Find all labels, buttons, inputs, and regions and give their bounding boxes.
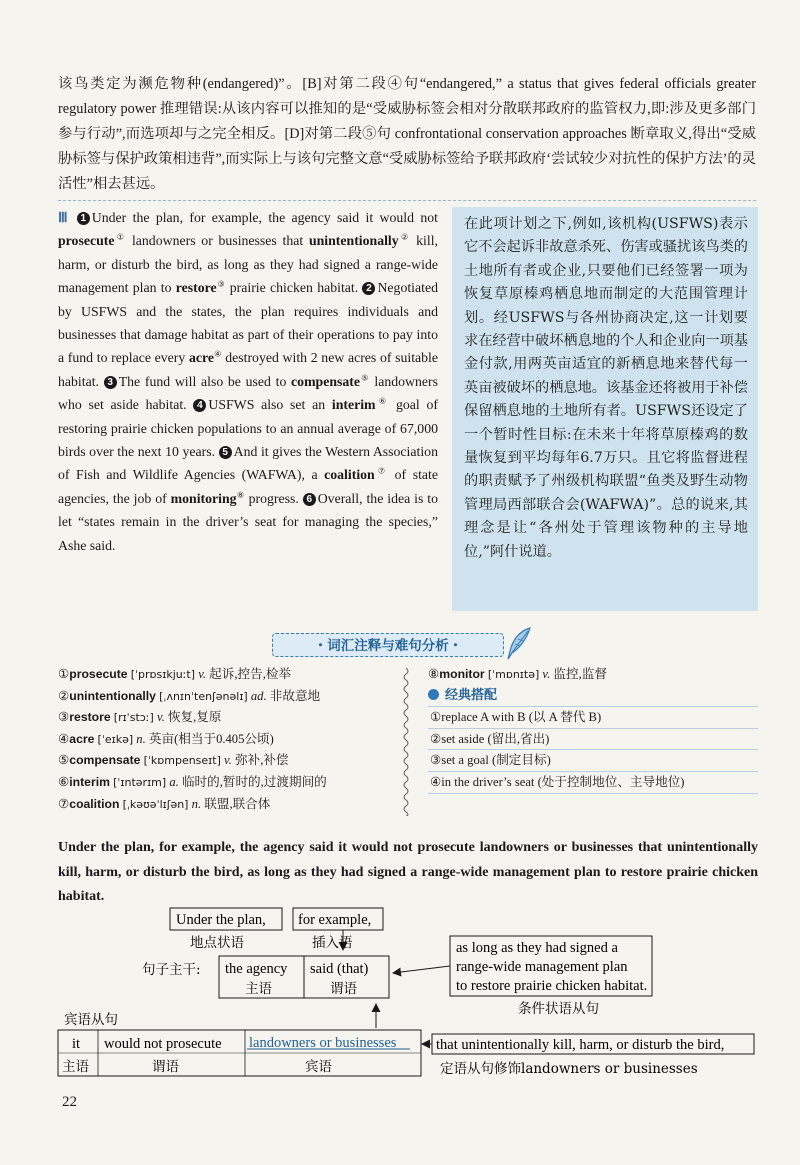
would-label: 谓语 <box>152 1059 179 1075</box>
quill-pen-icon <box>506 627 532 661</box>
it-text: it <box>72 1036 81 1052</box>
english-passage <box>58 206 438 557</box>
collocation-item: ④in the driver’s seat (处于控制地位、主导地位) <box>428 772 758 794</box>
sentence-number-3: 3 <box>104 376 117 389</box>
vocab-pos: a. <box>169 774 179 789</box>
vocab-number: ⑥ <box>58 774 70 789</box>
vocab-phonetic: [ˈkɒmpenseɪt] <box>143 754 221 768</box>
vocab-meaning: 恢复,复原 <box>167 710 222 725</box>
under-plan-text: Under the plan, <box>176 912 266 928</box>
vocab-meaning: 弥补,补偿 <box>235 753 289 768</box>
passage-text: landowners or businesses that <box>126 233 309 249</box>
vocab-pos: v. <box>156 710 165 725</box>
vocab-word-interim: interim <box>331 397 376 413</box>
footnote-marker: ⑤ <box>360 373 370 383</box>
attributive-text: that unintentionally kill, harm, or disturb the bird, <box>436 1037 725 1053</box>
vocab-list <box>58 664 398 815</box>
under-plan-label: 地点状语 <box>190 935 244 951</box>
said-label: 谓语 <box>330 981 357 997</box>
main-clause-label: 句子主干: <box>142 962 201 978</box>
vocab-phonetic: [rɪˈstɔː] <box>113 711 154 725</box>
vocab-number: ① <box>58 667 70 681</box>
collocation-list <box>428 706 758 793</box>
vocab-word: unintentionally <box>69 688 156 703</box>
passage-text: kill, harm, or disturb the bird, as long as they had signed a range-wide management plan to <box>58 233 439 296</box>
vocab-pos: ad. <box>250 688 267 703</box>
passage-text: Overall, the idea is to let “states remain in the driver’s seat for managing the species,” Ashe said. <box>58 490 438 553</box>
footnote-marker: ⑦ <box>374 466 389 476</box>
vocab-number: ④ <box>58 731 70 746</box>
vocab-word: compensate <box>69 753 141 768</box>
vocab-meaning: 联盟,联合体 <box>204 796 271 811</box>
passage-text: progress. <box>244 490 303 506</box>
chinese-translation-box <box>452 207 758 611</box>
collocation-item: ③set a goal (制定目标) <box>428 750 758 772</box>
vocab-pos: v. <box>542 667 551 681</box>
analysis-sentence: Under the plan, for example, the agency said it would not prosecute landowners or businesses that unintentionally kill, harm, or disturb the bird, as long as they had signed a range-wide management plan to restore prairie chicken habitat. <box>58 840 758 904</box>
vocab-pos: v. <box>224 753 232 768</box>
vocab-phonetic: [ˈmɒnɪtə] <box>487 668 540 681</box>
vocab-word: acre <box>69 731 95 746</box>
vocab-item-acre <box>58 729 398 751</box>
footnote-marker: ⑥ <box>375 396 390 406</box>
sentence-number-2: 2 <box>362 282 375 295</box>
footnote-marker: ① <box>114 232 127 242</box>
vocab-collocation-column <box>428 664 758 794</box>
vocab-number: ⑤ <box>58 753 70 768</box>
vocab-pos: v. <box>198 667 207 681</box>
footnote-marker: ③ <box>216 279 226 289</box>
vocab-pos: n. <box>136 731 146 746</box>
sentence-number-6: 6 <box>303 493 316 506</box>
vocab-pos: n. <box>191 796 202 811</box>
intro-text: 该鸟类定为濒危物种(endangered)”。[B]对第二段④句“endangered,” a status that gives federal officials greater regulatory power 推理错误:从该内容可以推知的是“受威胁标签会相对分散联邦政府的监管权力,即:涉及更多部门参与行动”,而选项却与之完全相反。[D]对第二段⑤句 confrontational conservation approaches 断章取义,得出“受威胁标签与保护政策相违背”,而实际上与该句完整文意“受威胁标签给予联邦政府‘尝试较少对抗性的保护方法’的灵活性”相去甚远。 <box>58 76 756 192</box>
passage-text: prairie chicken habitat. <box>225 280 363 296</box>
it-label: 主语 <box>62 1059 89 1075</box>
would-text: would not prosecute <box>104 1036 222 1052</box>
for-example-text: for example, <box>298 912 372 928</box>
vocab-phonetic: [ˈprɒsɪkjuːt] <box>130 668 196 681</box>
passage-text: Under the plan, for example, the agency said it would not <box>91 210 439 225</box>
passage-text: And it gives the Western Association of Fish and Wildlife Agencies (WAFWA), a <box>58 444 438 483</box>
the-agency-text: the agency <box>225 961 288 977</box>
vocab-word: coalition <box>69 796 120 811</box>
the-agency-label: 主语 <box>245 981 272 997</box>
condition-line-2: range-wide management plan <box>456 959 628 975</box>
collocation-item: ①replace A with B (以 A 替代 B) <box>428 707 758 729</box>
condition-label: 条件状语从句 <box>518 1001 599 1017</box>
condition-line-1: as long as they had signed a <box>456 940 618 956</box>
vocab-word: prosecute <box>69 667 128 681</box>
vocab-number: ⑦ <box>58 796 70 811</box>
vocab-meaning: 临时的,暂时的,过渡期间的 <box>181 774 327 789</box>
vocab-meaning: 非故意地 <box>269 688 321 703</box>
bullet-dot-icon <box>428 689 439 700</box>
wavy-divider <box>402 668 410 816</box>
passage-text: Negotiated by USFWS and the states, the plan requires individuals and businesses that damage habitat as part of their operations to pay into a fund to replace every <box>58 280 438 366</box>
vocab-word: restore <box>69 710 111 725</box>
passage-text: goal of restoring prairie chicken populations to an annual average of 67,000 birds over the next 10 years. <box>58 397 438 460</box>
paragraph-mark: Ⅲ <box>58 210 71 225</box>
footnote-marker: ④ <box>213 349 222 359</box>
vocab-phonetic: [ˌkəʊəˈlɪʃən] <box>122 797 189 811</box>
attributive-label: 定语从句修饰landowners or businesses <box>440 1061 698 1077</box>
vocab-item-compensate <box>58 750 398 772</box>
collocation-item: ②set aside (留出,省出) <box>428 729 758 751</box>
sentence-number-4: 4 <box>193 399 206 412</box>
sentence-number-1: 1 <box>77 212 90 225</box>
section-divider <box>58 200 756 201</box>
passage-text: of state agencies, the job of <box>58 467 438 506</box>
said-text: said (that) <box>310 961 369 977</box>
footnote-marker: ② <box>398 232 411 242</box>
vocab-item-coalition <box>58 794 398 816</box>
sentence-structure-diagram <box>0 900 800 1090</box>
vocab-word-coalition: coalition <box>324 467 375 483</box>
vocab-phonetic: [ˌʌnɪnˈtenʃənəlɪ] <box>159 689 248 703</box>
vocab-section-title: ・词汇注释与难句分析・ <box>272 633 504 657</box>
for-example-label: 插入语 <box>312 935 353 951</box>
vocab-item-unintentionally <box>58 686 398 708</box>
vocab-section-header <box>272 633 528 659</box>
landowners-label: 宾语 <box>305 1059 332 1075</box>
collocation-heading <box>428 686 758 707</box>
vocab-phonetic: [ˈeɪkə] <box>97 732 134 746</box>
landowners-text: landowners or businesses <box>249 1035 397 1051</box>
vocab-number: ③ <box>58 710 70 725</box>
passage-text: destroyed with 2 new acres of suitable habitat. <box>58 350 439 389</box>
vocab-word: monitor <box>439 667 485 681</box>
passage-text: USFWS also set an <box>208 397 332 413</box>
vocab-item-prosecute <box>58 664 398 686</box>
sentence-number-5: 5 <box>219 446 232 459</box>
intro-paragraph <box>58 72 756 197</box>
collocation-heading-text: 经典搭配 <box>445 687 498 703</box>
vocab-word-compensate: compensate <box>291 373 361 389</box>
passage-text: The fund will also be used to <box>118 373 292 389</box>
object-clause-label: 宾语从句 <box>64 1012 118 1028</box>
vocab-word-monitoring: monitoring <box>170 490 237 506</box>
vocab-item-interim <box>58 772 398 794</box>
vocab-number: ⑧ <box>428 667 440 681</box>
vocab-item-restore <box>58 707 398 729</box>
vocab-phonetic: [ˈɪntərɪm] <box>113 775 167 789</box>
vocab-word-acre: acre <box>188 350 214 366</box>
passage-text: landowners who set aside habitat. <box>58 373 438 413</box>
vocab-word: interim <box>69 774 110 789</box>
vocab-meaning: 英亩(相当于0.405公顷) <box>148 731 274 746</box>
vocab-word-prosecute: prosecute <box>58 233 115 249</box>
vocab-word-unintentionally: unintentionally <box>308 233 399 249</box>
condition-line-3: to restore prairie chicken habitat. <box>456 978 648 994</box>
vocab-meaning: 监控,监督 <box>553 667 607 681</box>
vocab-item-monitor <box>428 664 758 686</box>
translation-text: 在此项计划之下,例如,该机构(USFWS)表示它不会起诉非故意杀死、伤害或骚扰该鸟类的土地所有者或企业,只要他们已经签署一项为恢复草原榛鸡栖息地而制定的大范围管理计划。经USFWS与各州协商决定,这一计划要求在经营中破坏栖息地的个人和企业向一项基金付款,用两英亩适宜的新栖息地来替代每一英亩被破坏的栖息地。该基金还将被用于补偿保留栖息地的土地所有者。USFWS还设定了一个暂时性目标:在未来十年将草原榛鸡的数量恢复到平均每年6.7万只。且它将监督进程的职责赋予了州级机构联盟“鱼类及野生动物管理局西部联合会(WAFWA)”。总的说来,其理念是让“各州处于管理该物种的主导地位,”阿什说道。 <box>464 216 748 560</box>
page-number: 22 <box>62 1094 77 1110</box>
vocab-number: ② <box>58 688 70 703</box>
footnote-marker: ⑧ <box>236 490 245 500</box>
vocab-meaning: 起诉,控告,检举 <box>209 667 292 681</box>
vocab-word-restore: restore <box>175 280 217 296</box>
